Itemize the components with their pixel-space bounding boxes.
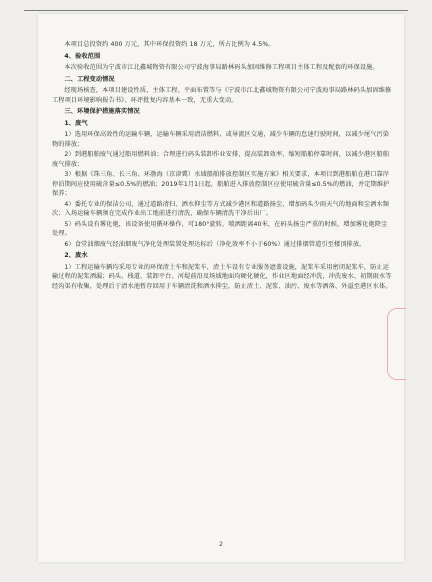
document-page — [38, 14, 404, 562]
paragraph: 本次验收范围为宁波市江北鑫城物资有限公司宁波海事局路林码头加固维修工程项目主体工程及配套的环保设施。 — [64, 64, 379, 71]
section-heading: 三、环境保护措施落实情况 — [64, 108, 140, 115]
paragraph: 4）委托专业的保洁公司，通过道路清扫、洒水抑尘等方式减少港区和道路扬尘，增加码头少雨天气的地面和尘洒水频次；入场运输车辆须在完成作业出工地前进行清洗，确保车辆清洗干净后出厂。 — [52, 200, 390, 217]
paragraph: 经现场核查，本项目建设性质、主体工程、平面布置等与《宁波市江北鑫城物资有限公司宁波海事局路林码头加固维修工程项目环境影响报告书》、环评批复内容基本一致，无重大变动。 — [52, 87, 392, 104]
seal-stamp-edge — [387, 308, 406, 380]
paragraph: 3）根据《珠三角、长三角、环渤海（京津冀）水域船舶排放控制区实施方案》相关要求，本项目到港船舶在港口靠岸停泊期间应使用硫含量≤0.5%的燃油；2019年1月1日起，船舶进入排放控制区应使用硫含量≤0.5%的燃油，并定期维护保养； — [52, 171, 390, 197]
top-border-line — [24, 10, 408, 11]
paragraph: 本项目总投资约 400 万元，其中环保投资约 18 万元，所占比例为 4.5%。 — [64, 41, 275, 48]
section-heading: 4、验收范围 — [64, 52, 101, 60]
paragraph: 2）到港船舶废气通过船用燃料油；合理进行码头装卸作业安排，提高装卸效率，缩短船舶停靠时间，以减少港区船舶废气排放； — [52, 151, 390, 168]
section-heading: 二、工程变动情况 — [64, 75, 115, 83]
section-heading: 2、废水 — [64, 252, 88, 259]
document-body — [52, 40, 392, 292]
paragraph: 5）码头设有雾化炮，该设备使用循环操作，可180°旋转，喷洒距离40米，在码头扬尘严重的时候，增加雾化炮降尘处理。 — [52, 220, 388, 237]
page-number: 2 — [219, 541, 223, 548]
paragraph: 6）食堂油烟废气经油烟废气净化处理装置处理达标后（净化效率不小于60%）通过排烟管道引至楼顶排放。 — [64, 240, 366, 248]
paragraph: 1）选用环保高效性的运输车辆，运输车辆采用清洁燃料，或导流区交通，减少车辆的怠速行驶时间，以减少尾气污染物的排放； — [52, 131, 390, 148]
paragraph: 1）工程运输车辆均采用专业的环保渣土车和泥浆车，渣土车设有专业服务遮盖设施，泥浆车采用密闭泥浆车，防止运输过程的泥浆洒漏；码头、栈道、装卸平台、河堤前沿及场域地面均硬化硬化，作业区地面经冲洗，冲洗废水、初期雨水等经沟渠有收集，处理后于清水池暂存回用于车辆清洗和洒水抑尘，防止渣土、泥浆、油污、废水等洒落、外溢至港区水体。 — [52, 263, 392, 290]
section-heading: 1、废气 — [64, 119, 88, 127]
